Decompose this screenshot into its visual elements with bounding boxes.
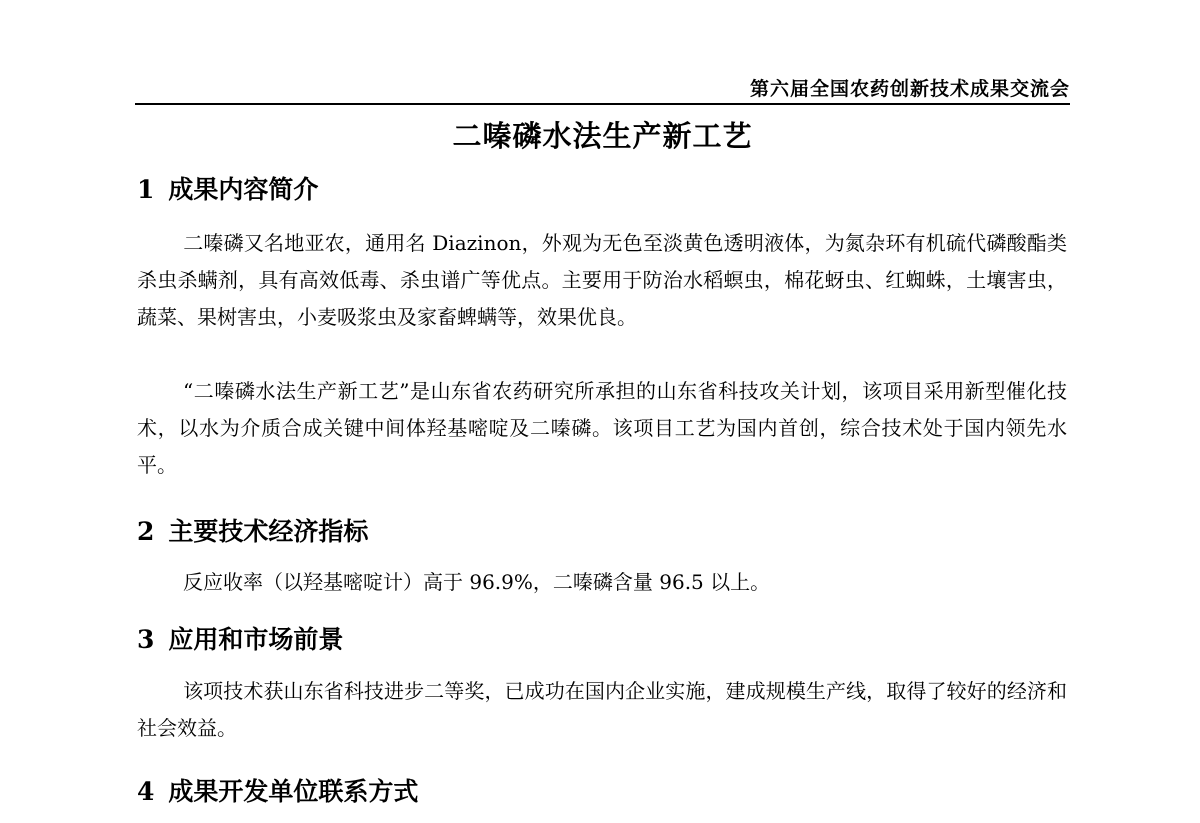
section-1-paragraph-1 (137, 225, 1067, 336)
section-2-paragraph-1 (137, 564, 1067, 601)
section-2-heading (137, 512, 368, 548)
running-header: 第六届全国农药创新技术成果交流会 (749, 78, 1070, 100)
paragraph-text: “二嗪磷水法生产新工艺”是山东省农药研究所承担的山东省科技攻关计划，该项目采用新型催化技术，以水为介质合成关键中间体羟基嘧啶及二嗪磷。该项目工艺为国内首创，综合技术处于国内领先水平。 (137, 379, 1067, 477)
section-title: 成果开发单位联系方式 (168, 777, 419, 806)
section-3-heading (137, 620, 343, 656)
section-number: 3 (137, 625, 155, 654)
section-1-paragraph-2 (137, 373, 1067, 484)
section-title: 应用和市场前景 (168, 625, 344, 654)
header-rule (135, 103, 1070, 105)
section-4-heading (137, 772, 418, 808)
document-title: 二嗪磷水法生产新工艺 (452, 119, 753, 153)
paragraph-text: 二嗪磷又名地亚农，通用名 Diazinon，外观为无色至淡黄色透明液体，为氮杂环有机硫代磷酸酯类杀虫杀螨剂，具有高效低毒、杀虫谱广等优点。主要用于防治水稻螟虫，棉花蚜虫、红蜘蛛，土壤害虫，蔬菜、果树害虫，小麦吸浆虫及家畜蜱螨等，效果优良。 (137, 231, 1067, 329)
paragraph-text: 反应收率（以羟基嘧啶计）高于 96.9%，二嗪磷含量 96.5 以上。 (183, 570, 771, 594)
section-title: 主要技术经济指标 (168, 517, 369, 546)
section-1-heading (137, 170, 318, 206)
paragraph-text: 该项技术获山东省科技进步二等奖，已成功在国内企业实施，建成规模生产线，取得了较好的经济和社会效益。 (137, 679, 1067, 740)
section-title: 成果内容简介 (168, 175, 319, 204)
section-number: 4 (137, 777, 155, 806)
section-3-paragraph-1 (137, 673, 1067, 747)
section-number: 2 (137, 517, 155, 546)
section-number: 1 (137, 175, 155, 204)
